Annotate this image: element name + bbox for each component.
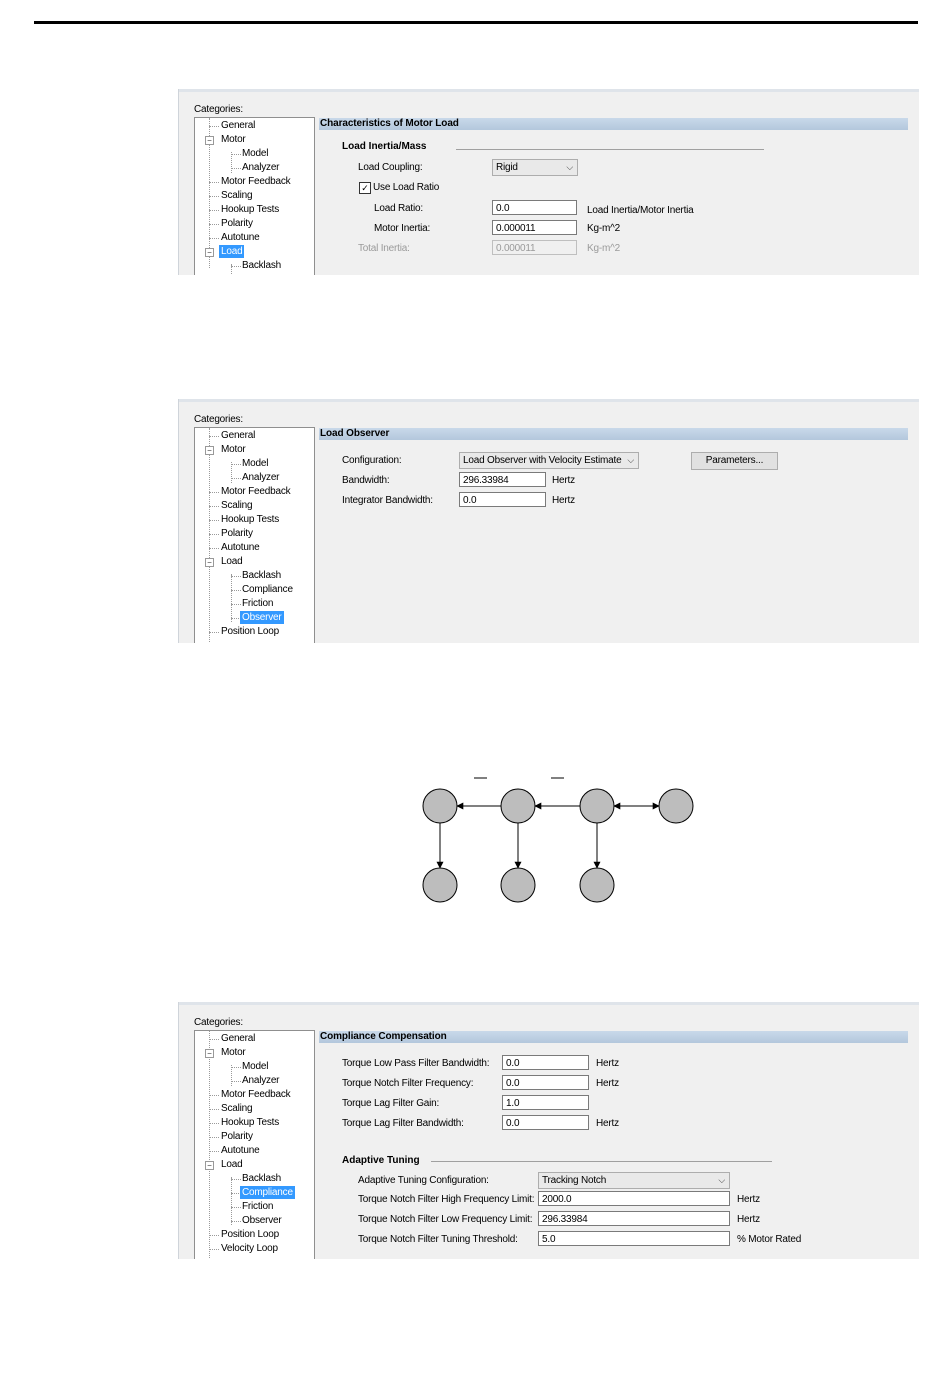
diagram-node-b2	[501, 868, 535, 902]
tree-item-compliance-selected[interactable]: Compliance	[242, 1187, 293, 1198]
collapse-icon[interactable]: −	[205, 1161, 214, 1170]
chevron-down-icon: ⌵	[718, 1175, 725, 1185]
lag-bandwidth-units: Hertz	[596, 1118, 619, 1129]
low-pass-input[interactable]: 0.0	[502, 1055, 589, 1070]
collapse-icon[interactable]: −	[205, 136, 214, 145]
integrator-bandwidth-input[interactable]: 0.0	[459, 492, 546, 507]
tuning-threshold-units: % Motor Rated	[737, 1234, 802, 1245]
panel-title: Characteristics of Motor Load	[319, 118, 908, 130]
total-inertia-label: Total Inertia:	[358, 243, 410, 254]
tree-item-scaling[interactable]: Scaling	[221, 190, 253, 201]
diagram-node-n2	[501, 789, 535, 823]
categories-tree[interactable]	[194, 1030, 315, 1259]
diagram-node-n4	[659, 789, 693, 823]
tree-item-hookup-tests[interactable]: Hookup Tests	[221, 1117, 280, 1128]
diagram-node-n1	[423, 789, 457, 823]
integrator-bandwidth-units: Hertz	[552, 495, 575, 506]
tree-item-model[interactable]: Model	[242, 1061, 269, 1072]
tree-item-analyzer[interactable]: Analyzer	[242, 1075, 280, 1086]
configuration-select[interactable]: Load Observer with Velocity Estimate ⌵	[459, 452, 639, 469]
tree-item-backlash[interactable]: Backlash	[242, 260, 281, 271]
parameters-button[interactable]: Parameters...	[691, 452, 778, 470]
low-limit-input[interactable]: 296.33984	[538, 1211, 730, 1226]
load-ratio-units: Load Inertia/Motor Inertia	[587, 205, 694, 216]
tree-item-position-loop[interactable]: Position Loop	[221, 1229, 280, 1240]
configuration-label: Configuration:	[342, 455, 402, 466]
collapse-icon[interactable]: −	[205, 248, 214, 257]
use-load-ratio-checkbox[interactable]: ✓	[359, 182, 371, 194]
collapse-icon[interactable]: −	[205, 446, 214, 455]
tree-item-load[interactable]: Load	[221, 1159, 243, 1170]
tree-item-friction[interactable]: Friction	[242, 598, 274, 609]
tree-item-general[interactable]: General	[221, 120, 256, 131]
tree-item-hookup-tests[interactable]: Hookup Tests	[221, 204, 280, 215]
low-pass-label: Torque Low Pass Filter Bandwidth:	[342, 1058, 490, 1069]
notch-frequency-label: Torque Notch Filter Frequency:	[342, 1078, 474, 1089]
load-coupling-select[interactable]: Rigid ⌵	[492, 159, 578, 176]
tree-item-hookup-tests[interactable]: Hookup Tests	[221, 514, 280, 525]
tree-item-observer[interactable]: Observer	[242, 1215, 282, 1226]
load-ratio-input[interactable]: 0.0	[492, 200, 577, 215]
tree-item-motor[interactable]: Motor	[221, 134, 246, 145]
tree-item-compliance[interactable]: Compliance	[242, 584, 293, 595]
group-divider	[431, 1161, 772, 1162]
tree-item-observer-selected[interactable]: Observer	[242, 612, 282, 623]
diagram-node-b3	[580, 868, 614, 902]
tree-item-analyzer[interactable]: Analyzer	[242, 162, 280, 173]
tree-item-load[interactable]: Load	[221, 556, 243, 567]
tuning-threshold-input[interactable]: 5.0	[538, 1231, 730, 1246]
tree-item-motor-feedback[interactable]: Motor Feedback	[221, 486, 291, 497]
integrator-bandwidth-label: Integrator Bandwidth:	[342, 495, 433, 506]
tree-item-analyzer[interactable]: Analyzer	[242, 472, 280, 483]
bandwidth-input[interactable]: 296.33984	[459, 472, 546, 487]
tree-item-friction[interactable]: Friction	[242, 1201, 274, 1212]
high-limit-input[interactable]: 2000.0	[538, 1191, 730, 1206]
tuning-threshold-label: Torque Notch Filter Tuning Threshold:	[358, 1234, 518, 1245]
notch-frequency-input[interactable]: 0.0	[502, 1075, 589, 1090]
tree-item-motor-feedback[interactable]: Motor Feedback	[221, 176, 291, 187]
tree-item-polarity[interactable]: Polarity	[221, 528, 253, 539]
motor-inertia-units: Kg-m^2	[587, 223, 620, 234]
tree-item-scaling[interactable]: Scaling	[221, 1103, 253, 1114]
low-limit-label: Torque Notch Filter Low Frequency Limit:	[358, 1214, 533, 1225]
lag-bandwidth-label: Torque Lag Filter Bandwidth:	[342, 1118, 464, 1129]
tree-item-backlash[interactable]: Backlash	[242, 1173, 281, 1184]
tree-item-autotune[interactable]: Autotune	[221, 542, 260, 553]
use-load-ratio-label: Use Load Ratio	[373, 182, 440, 193]
tree-item-general[interactable]: General	[221, 1033, 256, 1044]
diagram-node-n3	[580, 789, 614, 823]
tree-item-general[interactable]: General	[221, 430, 256, 441]
tree-item-motor[interactable]: Motor	[221, 1047, 246, 1058]
tree-item-backlash[interactable]: Backlash	[242, 570, 281, 581]
group-title: Load Inertia/Mass	[342, 141, 427, 152]
tree-item-motor-feedback[interactable]: Motor Feedback	[221, 1089, 291, 1100]
chevron-down-icon: ⌵	[627, 455, 634, 465]
adaptive-config-label: Adaptive Tuning Configuration:	[358, 1175, 489, 1186]
collapse-icon[interactable]: −	[205, 558, 214, 567]
total-inertia-units: Kg-m^2	[587, 243, 620, 254]
motor-inertia-input[interactable]: 0.000011	[492, 220, 577, 235]
tree-item-autotune[interactable]: Autotune	[221, 1145, 260, 1156]
bandwidth-units: Hertz	[552, 475, 575, 486]
tree-item-scaling[interactable]: Scaling	[221, 500, 253, 511]
categories-label: Categories:	[194, 104, 243, 115]
high-limit-units: Hertz	[737, 1194, 760, 1205]
compliance-dialog	[178, 1002, 919, 1259]
collapse-icon[interactable]: −	[205, 1049, 214, 1058]
lag-bandwidth-input[interactable]: 0.0	[502, 1115, 589, 1130]
tree-item-polarity[interactable]: Polarity	[221, 218, 253, 229]
tree-item-load-selected[interactable]: Load	[221, 246, 243, 257]
chevron-down-icon: ⌵	[566, 162, 573, 172]
adaptive-tuning-group-title: Adaptive Tuning	[342, 1155, 420, 1166]
adaptive-config-select[interactable]: Tracking Notch ⌵	[538, 1172, 730, 1189]
panel-title: Load Observer	[319, 428, 908, 440]
panel-title: Compliance Compensation	[319, 1031, 908, 1043]
categories-label: Categories:	[194, 1017, 243, 1028]
tree-item-model[interactable]: Model	[242, 458, 269, 469]
lag-gain-label: Torque Lag Filter Gain:	[342, 1098, 440, 1109]
diagram-node-b1	[423, 868, 457, 902]
notch-frequency-units: Hertz	[596, 1078, 619, 1089]
lag-gain-input[interactable]: 1.0	[502, 1095, 589, 1110]
tree-item-motor[interactable]: Motor	[221, 444, 246, 455]
high-limit-label: Torque Notch Filter High Frequency Limit:	[358, 1194, 535, 1205]
total-inertia-input: 0.000011	[492, 240, 577, 255]
low-pass-units: Hertz	[596, 1058, 619, 1069]
motor-inertia-label: Motor Inertia:	[374, 223, 431, 234]
tree-item-position-loop[interactable]: Position Loop	[221, 626, 280, 637]
tree-item-model[interactable]: Model	[242, 148, 269, 159]
low-limit-units: Hertz	[737, 1214, 760, 1225]
load-coupling-label: Load Coupling:	[358, 162, 423, 173]
tree-item-autotune[interactable]: Autotune	[221, 232, 260, 243]
categories-label: Categories:	[194, 414, 243, 425]
tree-item-velocity-loop[interactable]: Velocity Loop	[221, 1243, 278, 1254]
tree-item-polarity[interactable]: Polarity	[221, 1131, 253, 1142]
load-ratio-label: Load Ratio:	[374, 203, 423, 214]
bandwidth-label: Bandwidth:	[342, 475, 390, 486]
